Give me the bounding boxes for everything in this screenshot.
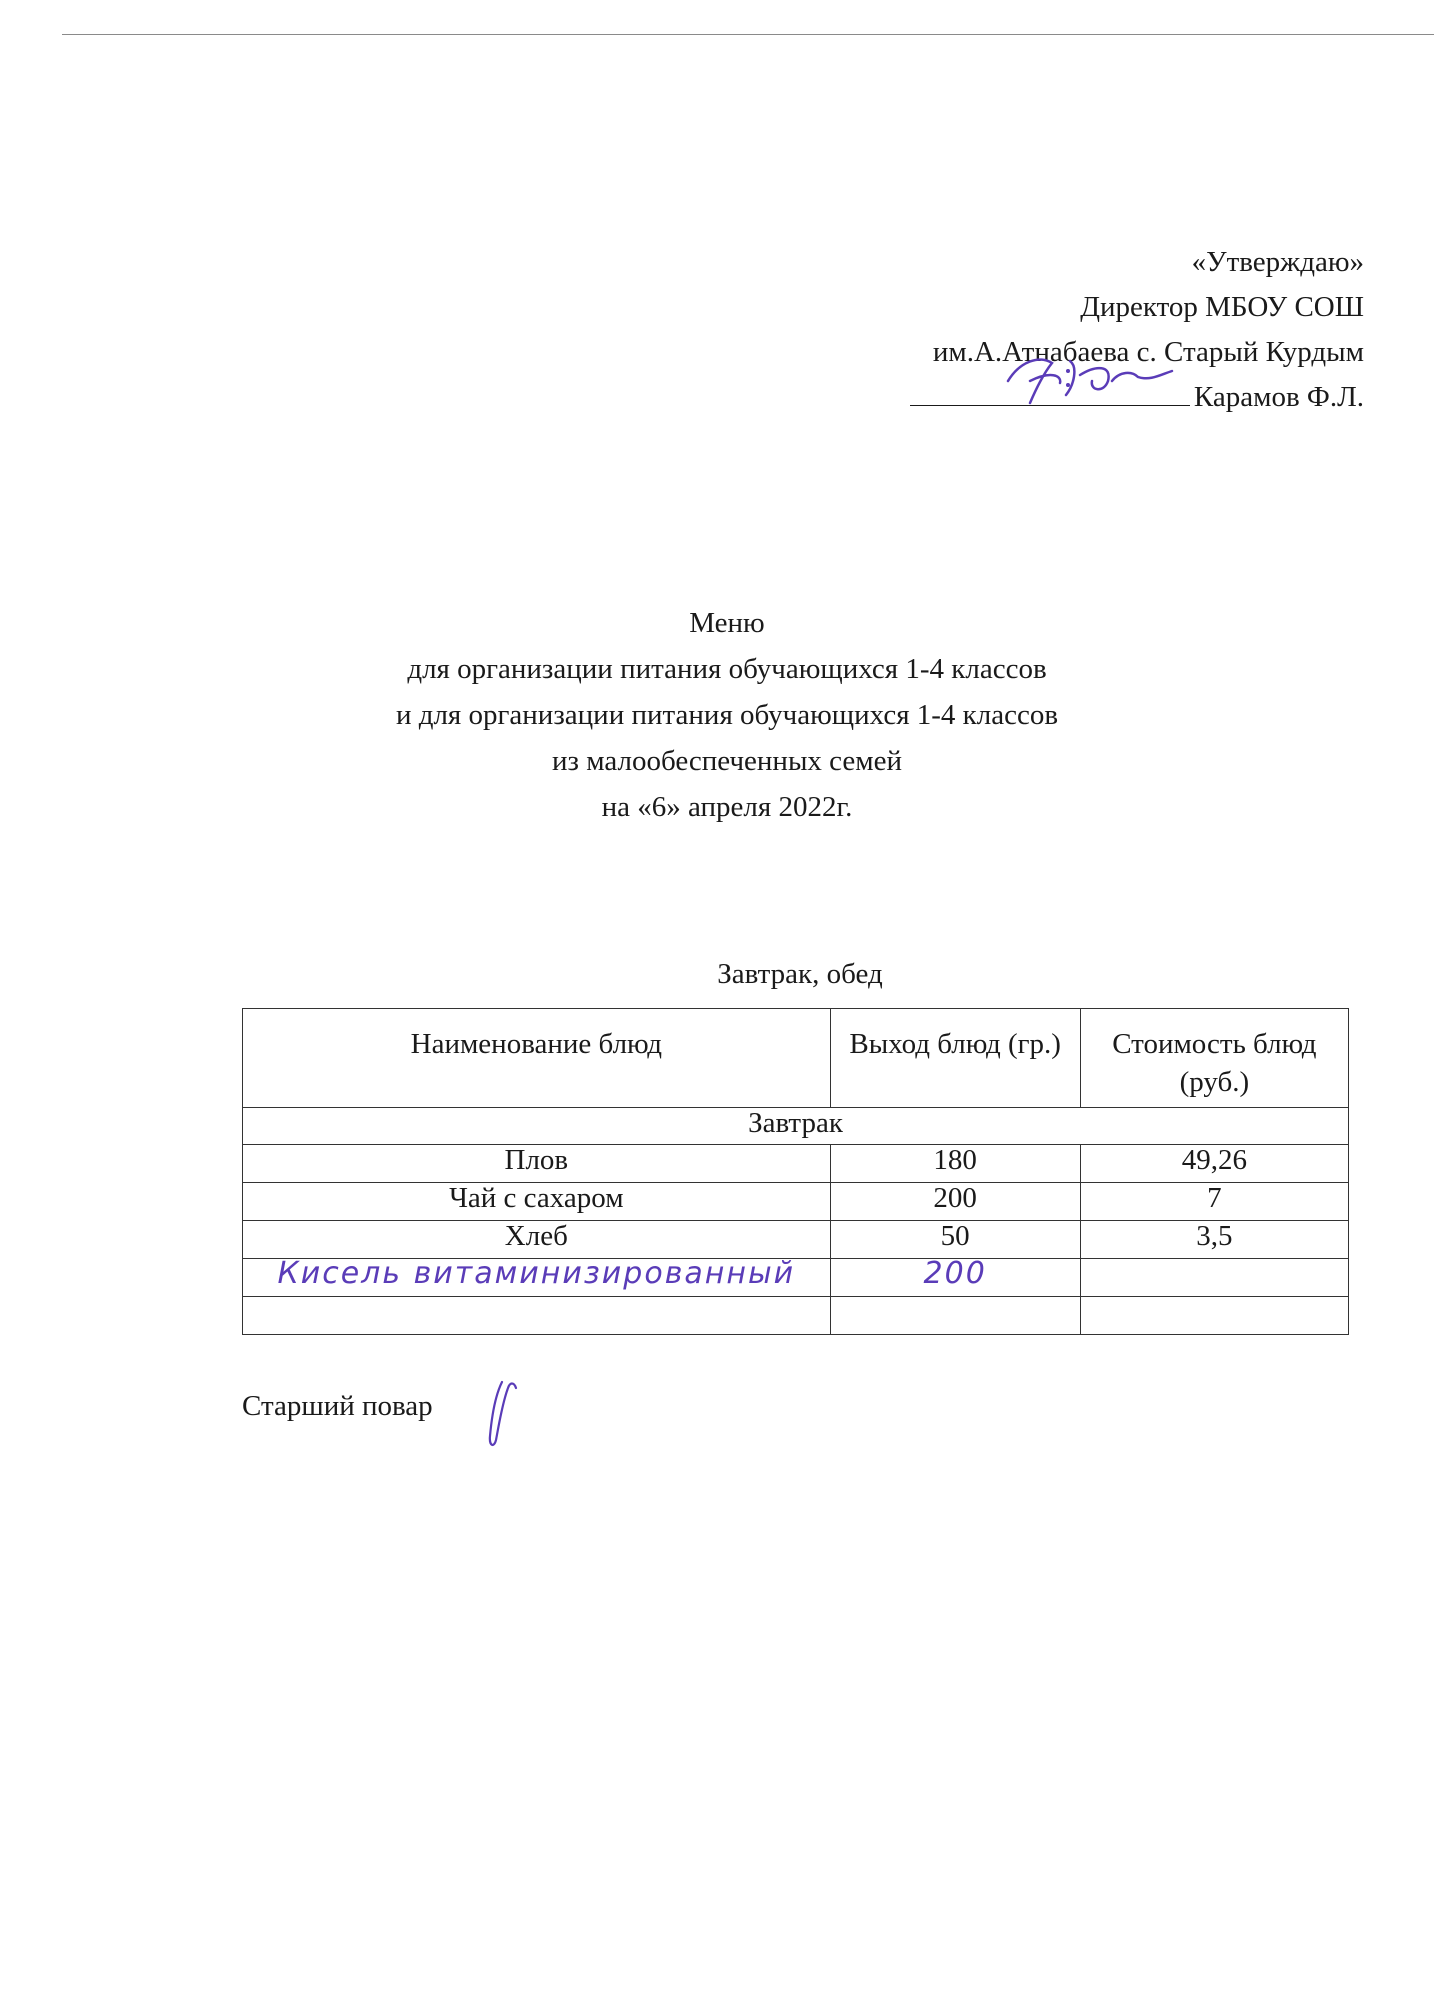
handwritten-yield: 200	[830, 1259, 1080, 1297]
row-name: Хлеб	[243, 1221, 831, 1259]
row-name: Чай с сахаром	[243, 1183, 831, 1221]
table-row-empty	[243, 1297, 1349, 1335]
document-title	[0, 600, 1454, 830]
meals-heading: Завтрак, обед	[717, 958, 883, 990]
title-line-1: Меню	[689, 607, 765, 639]
title-line-5: на «6» апреля 2022г.	[601, 791, 853, 823]
table-section-row	[243, 1108, 1349, 1145]
row-name: Плов	[243, 1145, 831, 1183]
approval-approve: «Утверждаю»	[1191, 246, 1364, 278]
table-row	[243, 1145, 1349, 1183]
title-line-3: и для организации питания обучающихся 1-4 классов	[395, 699, 1059, 731]
header-cost: Стоимость блюд (руб.)	[1080, 1009, 1348, 1108]
section-breakfast: Завтрак	[243, 1108, 1349, 1145]
handwritten-cost	[1080, 1259, 1348, 1297]
approval-position: Директор МБОУ СОШ	[1080, 291, 1364, 323]
row-yield: 180	[830, 1145, 1080, 1183]
footer-label: Старший повар	[242, 1390, 433, 1422]
approval-school: им.А.Атнабаева с. Старый Курдым	[932, 336, 1364, 368]
row-cost: 3,5	[1080, 1221, 1348, 1259]
table-row	[243, 1221, 1349, 1259]
menu-table	[242, 1008, 1349, 1335]
handwritten-name: Кисель витаминизированный	[243, 1259, 831, 1297]
chef-signature	[472, 1374, 532, 1454]
director-signature	[1000, 341, 1190, 411]
row-cost: 49,26	[1080, 1145, 1348, 1183]
title-line-2: для организации питания обучающихся 1-4 классов	[407, 653, 1047, 685]
empty-cell	[830, 1297, 1080, 1335]
table-header-row	[243, 1009, 1349, 1108]
table-row	[243, 1183, 1349, 1221]
signature-line	[910, 375, 1190, 406]
approval-name: Карамов Ф.Л.	[1193, 381, 1364, 413]
row-yield: 200	[830, 1183, 1080, 1221]
empty-cell	[1080, 1297, 1348, 1335]
empty-cell	[243, 1297, 831, 1335]
scan-edge-line	[62, 34, 1434, 35]
header-yield: Выход блюд (гр.)	[830, 1009, 1080, 1108]
approval-signature-row	[910, 375, 1364, 420]
approval-block	[910, 240, 1364, 420]
table-row-handwritten	[243, 1259, 1349, 1297]
header-name: Наименование блюд	[243, 1009, 831, 1108]
footer	[242, 1390, 433, 1423]
title-line-4: из малообеспеченных семей	[551, 745, 903, 777]
row-cost: 7	[1080, 1183, 1348, 1221]
row-yield: 50	[830, 1221, 1080, 1259]
